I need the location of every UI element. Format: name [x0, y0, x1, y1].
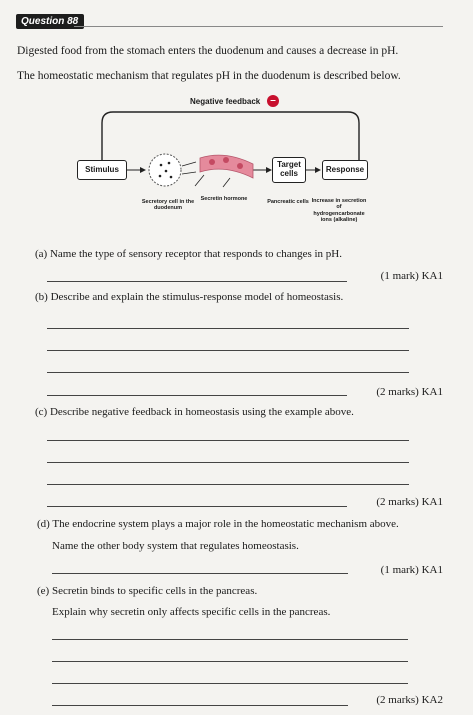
answer-line[interactable] — [47, 440, 409, 441]
answer-line[interactable] — [47, 395, 347, 396]
pancreatic-cells-label: Pancreatic cells — [267, 199, 309, 205]
marks-d: (1 mark) KA1 — [380, 564, 443, 576]
answer-line[interactable] — [47, 350, 409, 351]
diagram-connectors — [0, 0, 473, 240]
negative-sign-icon: – — [267, 95, 279, 107]
question-tag: Question 88 — [16, 14, 84, 29]
question-d: (d) The endocrine system plays a major role in the homeostatic mechanism above. — [37, 518, 399, 530]
marks-b: (2 marks) KA1 — [376, 386, 443, 398]
answer-line[interactable] — [47, 506, 347, 507]
answer-line[interactable] — [52, 573, 348, 574]
marks-a: (1 mark) KA1 — [380, 270, 443, 282]
increase-label: Increase in secretion of hydrogencarbonate ions (alkaline) — [311, 198, 367, 223]
intro-line-2: The homeostatic mechanism that regulates pH in the duodenum is described below. — [17, 70, 401, 82]
answer-line[interactable] — [47, 484, 409, 485]
answer-line[interactable] — [47, 281, 347, 282]
answer-line[interactable] — [47, 328, 409, 329]
answer-line[interactable] — [52, 661, 408, 662]
question-b: (b) Describe and explain the stimulus-response model of homeostasis. — [35, 291, 344, 303]
question-e: (e) Secretin binds to specific cells in the pancreas. — [37, 585, 258, 597]
answer-line[interactable] — [52, 683, 408, 684]
marks-c: (2 marks) KA1 — [376, 496, 443, 508]
secretin-label: Secretin hormone — [200, 196, 248, 202]
secretory-cell-label: Secretory cell in the duodenum — [141, 199, 195, 212]
question-a: (a) Name the type of sensory receptor that responds to changes in pH. — [35, 248, 342, 260]
question-d-sub: Name the other body system that regulates homeostasis. — [52, 540, 299, 552]
answer-line[interactable] — [52, 639, 408, 640]
stimulus-box: Stimulus — [77, 160, 127, 180]
feedback-label: Negative feedback — [190, 97, 261, 106]
answer-line[interactable] — [52, 705, 348, 706]
response-box: Response — [322, 160, 368, 180]
question-e-sub: Explain why secretin only affects specific cells in the pancreas. — [52, 606, 331, 618]
marks-e: (2 marks) KA2 — [376, 694, 443, 706]
target-cells-box: Target cells — [272, 157, 306, 183]
intro-line-1: Digested food from the stomach enters the duodenum and causes a decrease in pH. — [17, 45, 399, 57]
homeostasis-diagram — [0, 0, 473, 240]
question-c: (c) Describe negative feedback in homeostasis using the example above. — [35, 406, 354, 418]
answer-line[interactable] — [47, 462, 409, 463]
answer-line[interactable] — [47, 372, 409, 373]
